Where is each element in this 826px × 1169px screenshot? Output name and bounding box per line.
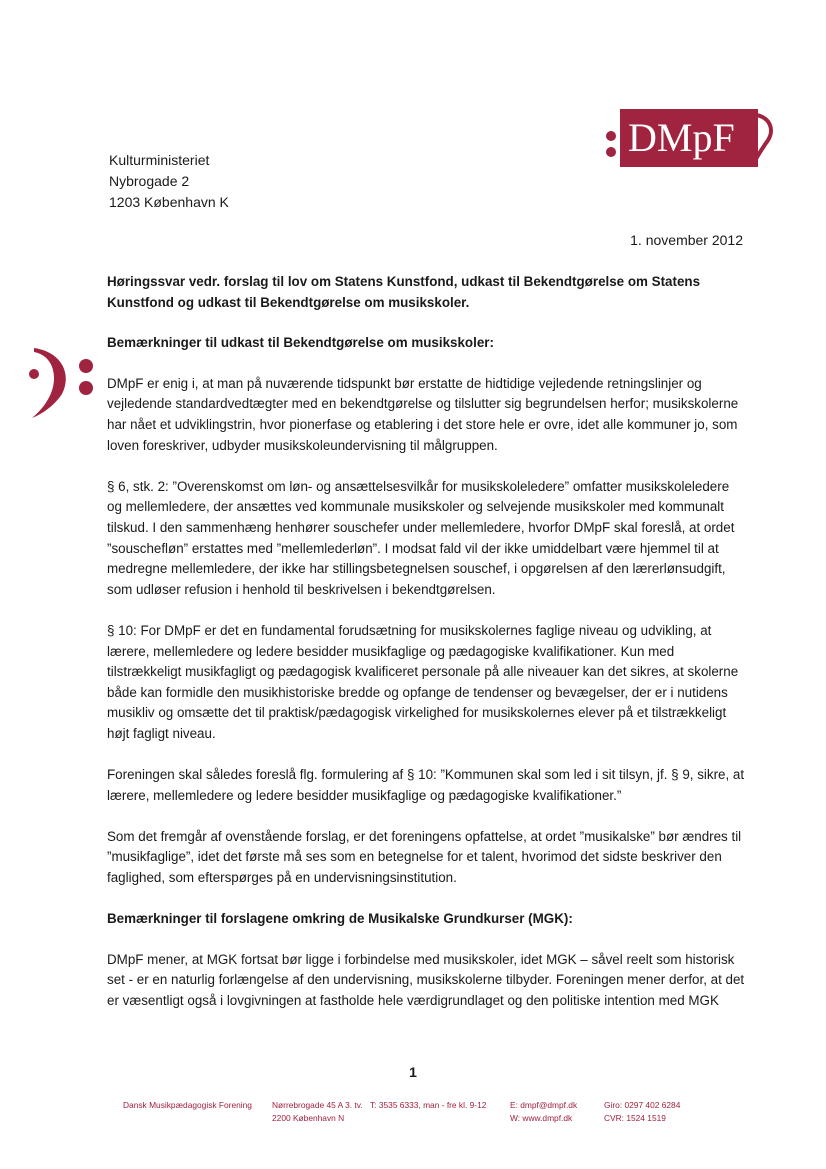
bass-clef-icon xyxy=(28,344,96,420)
letter-title: Høringssvar vedr. forslag til lov om Statens Kunstfond, udkast til Bekendtgørelse om Statens Kunstfond og udkast til Bekendtgørelse om musikskoler. xyxy=(107,274,701,310)
logo-text: DMpF xyxy=(628,115,735,160)
letter-body xyxy=(107,272,747,1032)
section-heading-musikskoler: Bemærkninger til udkast til Bekendtgørelse om musikskoler: xyxy=(107,335,494,351)
footer-phone xyxy=(370,1099,486,1112)
footer-phone-line: T: 3535 6333, man - fre kl. 9-12 xyxy=(370,1100,487,1110)
page-number: 1 xyxy=(409,1064,417,1080)
footer-org xyxy=(123,1099,252,1112)
logo-swirl-icon xyxy=(754,111,776,161)
footer-city: 2200 København N xyxy=(272,1112,345,1123)
logo-dots xyxy=(606,119,620,159)
address-line: Kulturministeriet xyxy=(109,152,210,168)
paragraph: Foreningen skal således foreslå flg. formulering af § 10: ”Kommunen skal som led i sit tilsyn, jf. § 9, sikre, at lærere, mellemledere og ledere besidder musikfaglige og pædagogiske kvalifikationer.” xyxy=(107,767,745,803)
footer-email[interactable]: E: dmpf@dmpf.dk xyxy=(510,1100,578,1110)
letter-date: 1. november 2012 xyxy=(630,232,743,248)
footer-contact xyxy=(510,1099,577,1124)
section-heading-mgk: Bemærkninger til forslagene omkring de Musikalske Grundkurser (MGK): xyxy=(107,911,573,927)
paragraph: DMpF er enig i, at man på nuværende tidspunkt bør erstatte de hidtidige vejledende retningslinjer og vejledende standardvedtægter med en bekendtgørelse og tilslutter sig begrundelsen herfor; musikskolerne har nået et udviklingstrin, hvor pionerfase og etablering i det store hele er ovre, idet alle kommuner jo, som loven foreskriver, udbyder musikskoleundervisning til målgruppen. xyxy=(107,375,739,453)
footer-street: Nørrebrogade 45 A 3. tv. xyxy=(272,1100,363,1110)
paragraph: § 6, stk. 2: ”Overenskomst om løn- og ansættelsesvilkår for musikskoleledere” omfatter musikskoleledere og mellemledere, der ansættes ved kommunale musikskoler og selvejende musikskoler med kommunalt tilskud. I den sammenhæng henhører souschefer under mellemledere, hvorfor DMpF skal foreslå, at ordet ”souschefløn” erstattes med ”mellemlederløn”. I modsat fald vil der ikke umiddelbart være hjemmel til at medregne mellemledere, der ikke har stillingsbetegnelsen souschef, i opgørelsen af den lærerlønsudgift, som udløser refusion i henhold til beskrivelsen i bekendtgørelsen. xyxy=(107,478,735,597)
address-line: Nybrogade 2 xyxy=(109,173,190,189)
footer-cvr: CVR: 1524 1519 xyxy=(604,1112,666,1123)
dmpf-logo xyxy=(604,103,774,173)
address-line: 1203 København K xyxy=(109,194,229,210)
paragraph: Som det fremgår af ovenstående forslag, er det foreningens opfattelse, at ordet ”musikalske” bør ændres til ”musikfaglige”, idet det første må ses som en betegnelse for et talent, hvorimod det sidste beskriver den faglighed, som efterspørges på en undervisningsinstitution. xyxy=(107,828,742,886)
footer-web[interactable]: W: www.dmpf.dk xyxy=(510,1112,573,1123)
paragraph: § 10: For DMpF er det en fundamental forudsætning for musikskolernes faglige niveau og udvikling, at lærere, mellemledere og ledere besidder musikfaglige og pædagogiske kvalifikationer. Kun med tilstrækkeligt musikfagligt og pædagogisk kvalificeret personale på alle niveauer kan det sikres, at skolerne både kan formidle den musikhistoriske bredde og opfange de tendenser og bevægelser, der er i nutidens musikliv og omsætte det til praktisk/pædagogisk virkelighed for musikskolernes elever på et tilstrækkeligt højt fagligt niveau. xyxy=(107,622,739,741)
footer-org-name: Dansk Musikpædagogisk Forening xyxy=(123,1100,252,1110)
footer-giro: Giro: 0297 402 6284 xyxy=(604,1100,681,1110)
footer-address xyxy=(272,1099,363,1124)
footer-bank xyxy=(604,1099,680,1124)
recipient-address xyxy=(109,150,229,213)
paragraph: DMpF mener, at MGK fortsat bør ligge i forbindelse med musikskoler, idet MGK – såvel reelt som historisk set - er en naturlig forlængelse af den undervisning, musikskolerne tilbyder. Foreningen mener derfor, at det er væsentligt også i lovgivningen at fastholde hele værdigrundlaget og den politiske intention med MGK xyxy=(107,951,745,1008)
